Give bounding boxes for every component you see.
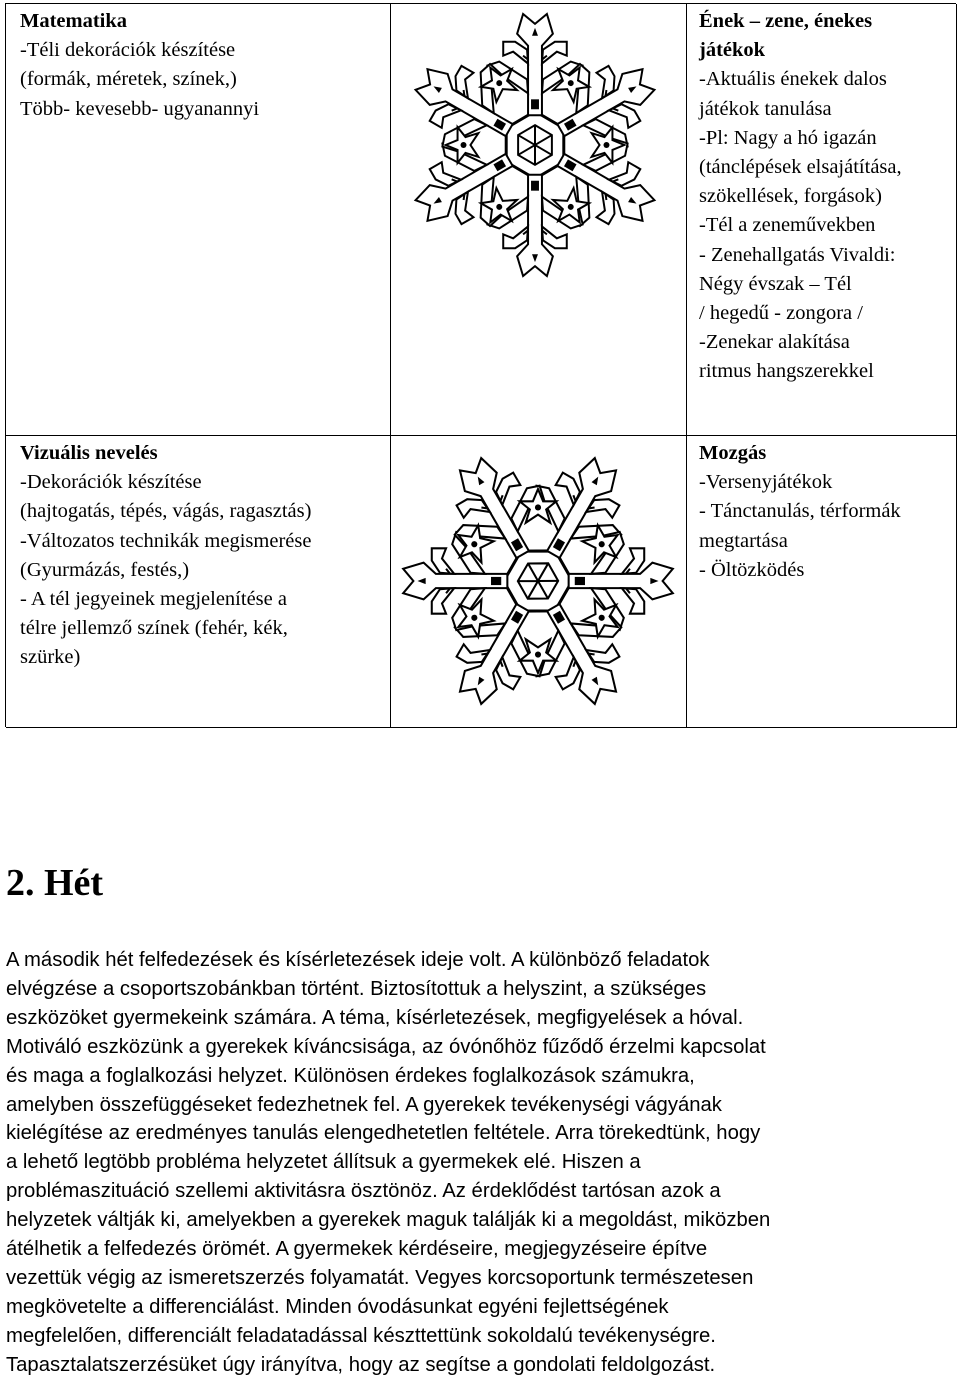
vizualis-line: -Dekorációk készítése <box>20 471 202 494</box>
enek-line: -Aktuális énekek dalos <box>699 68 887 91</box>
paragraph-line: és maga a foglalkozási helyzet. Különösen érdekes foglalkozások számukra, <box>6 1064 695 1087</box>
cell-vizualis <box>6 436 391 728</box>
paragraph-line: Motiváló eszközünk a gyerekek kíváncsisága, az óvónőhöz fűződő érzelmi kapcsolat <box>6 1035 766 1058</box>
snowflake-icon <box>395 438 681 724</box>
matematika-line: (formák, méretek, színek,) <box>20 68 237 91</box>
vizualis-line: télre jellemző színek (fehér, kék, <box>20 617 288 640</box>
mozgas-line: - Tánctanulás, térformák <box>699 500 901 523</box>
snowflake-image-bottom <box>391 436 687 728</box>
enek-line: -Pl: Nagy a hó igazán <box>699 126 877 149</box>
enek-line: -Tél a zeneművekben <box>699 214 876 237</box>
paragraph-line: amelyben összefüggéseket fedezhetnek fel. A gyerekek tevékenységi vágyának <box>6 1093 722 1116</box>
snowflake-icon <box>396 6 674 284</box>
cell-enek <box>687 4 957 436</box>
vizualis-line: (Gyurmázás, festés,) <box>20 558 190 581</box>
enek-line: / hegedű - zongora / <box>699 302 863 325</box>
paragraph-line: megfelelően, differenciált feladatadással készttettünk sokoldalú tevékenységre. <box>6 1324 716 1347</box>
section-paragraph <box>6 946 956 1380</box>
paragraph-line: elvégzése a csoportszobánkban történt. Biztosítottuk a helyszint, a szükséges <box>6 977 707 1000</box>
cell-matematika <box>6 4 391 436</box>
matematika-line: -Téli dekorációk készítése <box>20 39 236 62</box>
paragraph-line: megkövetelte a differenciálást. Minden óvodásunkat egyéni fejlettségének <box>6 1295 669 1318</box>
paragraph-line: átélhetik a felfedezés örömét. A gyermekek kérdéseire, megjegyzéseire építve <box>6 1238 708 1261</box>
paragraph-line: eszközöket gyermekeink számára. A téma, kísérletezések, megfigyelések a hóval. <box>6 1006 744 1029</box>
enek-line: (tánclépések elsajátítása, <box>699 156 902 179</box>
matematika-title: Matematika <box>20 10 128 32</box>
enek-line: - Zenehallgatás Vivaldi: <box>699 243 896 266</box>
snowflake-image-top <box>391 4 687 436</box>
mozgas-line: -Versenyjátékok <box>699 471 833 494</box>
cell-mozgas <box>687 436 957 728</box>
enek-line: ritmus hangszerekkel <box>699 360 874 383</box>
mozgas-line: megtartása <box>699 529 788 552</box>
paragraph-line: vezettük végig az ismeretszerzés folyamatát. Vegyes korcsoportunk természetesen <box>6 1266 754 1289</box>
section-heading: 2. Hét <box>6 862 104 904</box>
paragraph-line: helyzetek váltják ki, amelyekben a gyerekek maguk találják ki a megoldást, miközben <box>6 1209 771 1232</box>
paragraph-line: problémaszituáció szellemi aktivitásra ösztönöz. Az érdeklődést tartósan azok a <box>6 1180 721 1203</box>
enek-line: játékok tanulása <box>699 97 832 120</box>
paragraph-line: Tapasztalatszerzésüket úgy irányítva, hogy az segítse a gondolati feldolgozást. <box>6 1353 716 1376</box>
vizualis-line: szürke) <box>20 646 81 669</box>
enek-title: Ének – zene, énekes <box>699 10 873 32</box>
paragraph-line: kielégítése az eredményes tanulás elengedhetetlen feltétele. Arra törekedtünk, hogy <box>6 1122 761 1145</box>
paragraph-line: a lehető legtöbb probléma helyzetet állítsuk a gyermekek elé. Hiszen a <box>6 1151 641 1174</box>
vizualis-line: (hajtogatás, tépés, vágás, ragasztás) <box>20 500 312 523</box>
enek-line: Négy évszak – Tél <box>699 272 852 295</box>
enek-line: szökellések, forgások) <box>699 185 882 208</box>
mozgas-line: - Öltözködés <box>699 558 805 581</box>
vizualis-title: Vizuális nevelés <box>20 442 158 464</box>
enek-line: -Zenekar alakítása <box>699 331 850 354</box>
matematika-line: Több- kevesebb- ugyanannyi <box>20 97 260 120</box>
vizualis-line: -Változatos technikák megismerése <box>20 529 312 552</box>
mozgas-title: Mozgás <box>699 442 767 464</box>
vizualis-line: - A tél jegyeinek megjelenítése a <box>20 588 287 611</box>
paragraph-line: A második hét felfedezések és kísérletezések ideje volt. A különböző feladatok <box>6 949 710 971</box>
enek-title: játékok <box>699 39 766 62</box>
activity-table <box>5 3 956 727</box>
